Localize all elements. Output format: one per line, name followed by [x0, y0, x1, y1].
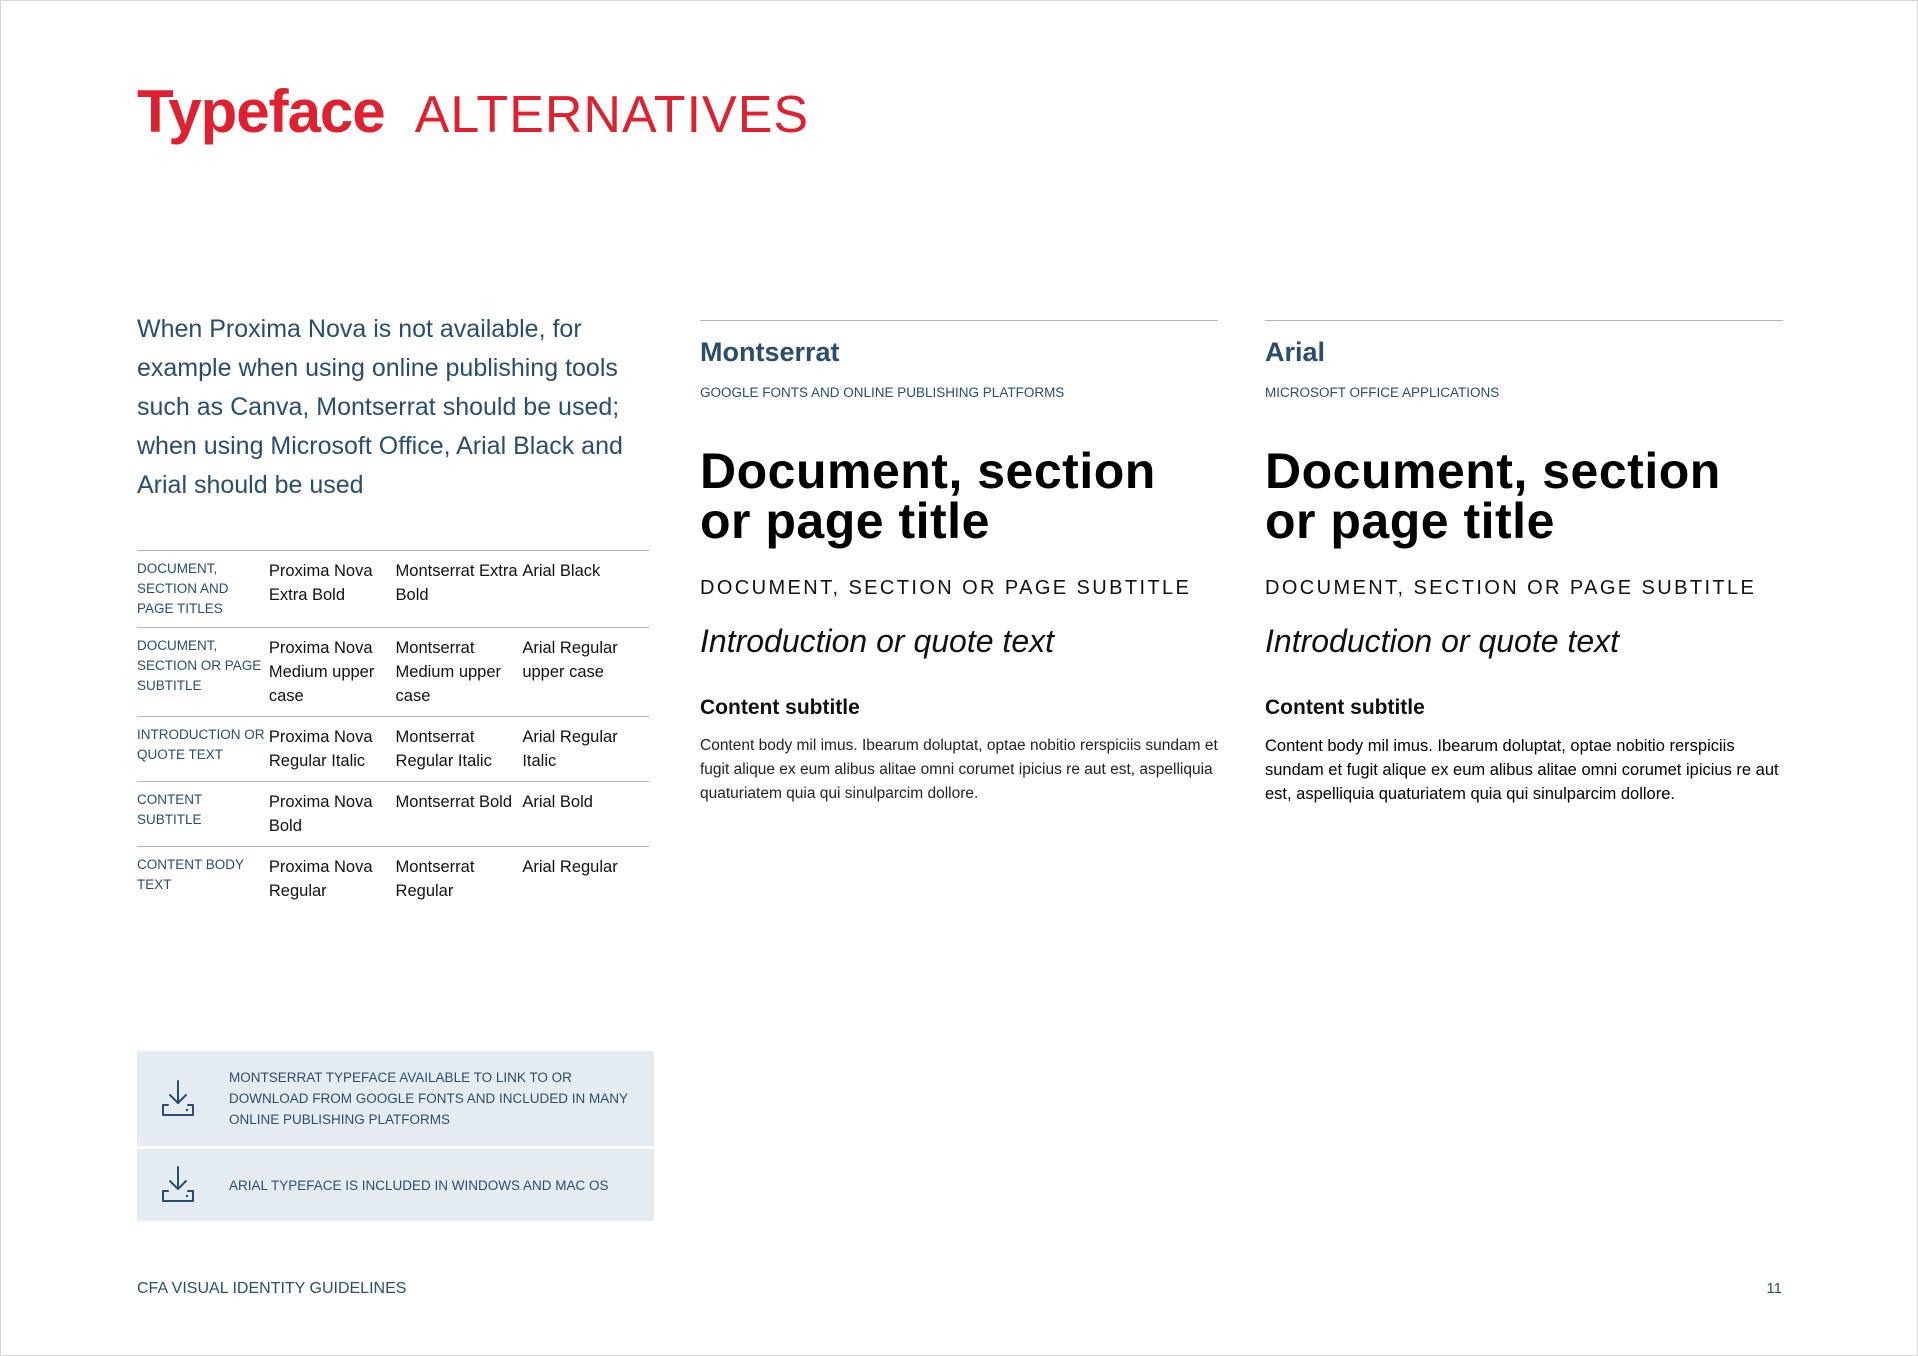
- sample-body-text: Content body mil imus. Ibearum doluptat, optae nobitio rerspiciis sundam et fugit alique ex eum alibus alitae omni corumet ipicius re aut est, aspelliquia quaturiatem quia qui sinulparcim dollore.: [700, 737, 1218, 802]
- page-title: [137, 78, 810, 145]
- sample-quote: Introduction or quote text: [1265, 623, 1619, 659]
- sample-content-subtitle: Content subtitle: [1265, 696, 1425, 719]
- table-row: [137, 717, 649, 782]
- proxima-cell: Proxima Nova Medium upper case: [269, 628, 396, 717]
- montserrat-cell: Montserrat Regular Italic: [396, 717, 523, 782]
- proxima-cell: Proxima Nova Bold: [269, 782, 396, 847]
- page-title-light: ALTERNATIVES: [414, 86, 810, 144]
- note-montserrat-download: [137, 1051, 654, 1146]
- column-divider: [700, 320, 1218, 321]
- arial-column: [1265, 320, 1783, 806]
- usage-cell: DOCUMENT, SECTION AND PAGE TITLES: [137, 551, 269, 628]
- download-notes: [137, 1051, 654, 1224]
- proxima-cell: Proxima Nova Regular Italic: [269, 717, 396, 782]
- footer-guidelines-label: CFA VISUAL IDENTITY GUIDELINES: [137, 1280, 407, 1297]
- intro-paragraph: When Proxima Nova is not available, for example when using online publishing tools such as Canva, Montserrat should be used; when using Microsoft Office, Arial Black and Arial should be used: [137, 315, 623, 499]
- proxima-cell: Proxima Nova Regular: [269, 847, 396, 912]
- font-name: Montserrat: [700, 337, 840, 367]
- page-title-bold: Typeface: [137, 78, 385, 145]
- usage-cell: CONTENT BODY TEXT: [137, 847, 269, 912]
- sample-subtitle: DOCUMENT, SECTION OR PAGE SUBTITLE: [700, 577, 1192, 599]
- table-row: [137, 551, 649, 628]
- sample-quote: Introduction or quote text: [700, 623, 1054, 659]
- font-platform: GOOGLE FONTS AND ONLINE PUBLISHING PLATFORMS: [700, 385, 1065, 400]
- arial-cell: Arial Regular upper case: [522, 628, 649, 717]
- note-text: ARIAL TYPEFACE IS INCLUDED IN WINDOWS AND MAC OS: [229, 1177, 609, 1193]
- usage-cell: CONTENT SUBTITLE: [137, 782, 269, 847]
- montserrat-cell: Montserrat Extra Bold: [396, 551, 523, 628]
- sample-body-text: Content body mil imus. Ibearum doluptat, optae nobitio rerspiciis sundam et fugit alique ex eum alibus alitae omni corumet ipicius re aut est, aspelliquia quaturiatem quia qui sinulparcim dollore.: [1265, 737, 1779, 803]
- arial-cell: Arial Bold: [522, 782, 649, 847]
- arial-cell: Arial Black: [522, 551, 649, 628]
- page-number: 11: [1766, 1280, 1782, 1297]
- arial-cell: Arial Regular Italic: [522, 717, 649, 782]
- sample-document-title: Document, section or page title: [1265, 443, 1721, 549]
- note-text: MONTSERRAT TYPEFACE AVAILABLE TO LINK TO OR DOWNLOAD FROM GOOGLE FONTS AND INCLUDED IN MANY ONLINE PUBLISHING PLATFORMS: [229, 1070, 628, 1127]
- usage-cell: INTRODUCTION OR QUOTE TEXT: [137, 717, 269, 782]
- table-row: [137, 847, 649, 912]
- montserrat-column: [700, 320, 1218, 806]
- montserrat-cell: Montserrat Regular: [396, 847, 523, 912]
- montserrat-cell: Montserrat Medium upper case: [396, 628, 523, 717]
- sample-document-title: Document, section or page title: [700, 443, 1156, 549]
- proxima-cell: Proxima Nova Extra Bold: [269, 551, 396, 628]
- column-divider: [1265, 320, 1783, 321]
- download-icon: [157, 1163, 199, 1207]
- arial-cell: Arial Regular: [522, 847, 649, 912]
- montserrat-cell: Montserrat Bold: [396, 782, 523, 847]
- download-icon: [157, 1077, 199, 1121]
- usage-cell: DOCUMENT, SECTION OR PAGE SUBTITLE: [137, 628, 269, 717]
- sample-subtitle: DOCUMENT, SECTION OR PAGE SUBTITLE: [1265, 577, 1757, 599]
- note-arial-included: [137, 1149, 654, 1221]
- table-row: [137, 782, 649, 847]
- font-platform: MICROSOFT OFFICE APPLICATIONS: [1265, 385, 1500, 400]
- typeface-mapping-table: [137, 550, 649, 911]
- font-name: Arial: [1265, 337, 1326, 367]
- sample-content-subtitle: Content subtitle: [700, 696, 860, 719]
- table-row: [137, 628, 649, 717]
